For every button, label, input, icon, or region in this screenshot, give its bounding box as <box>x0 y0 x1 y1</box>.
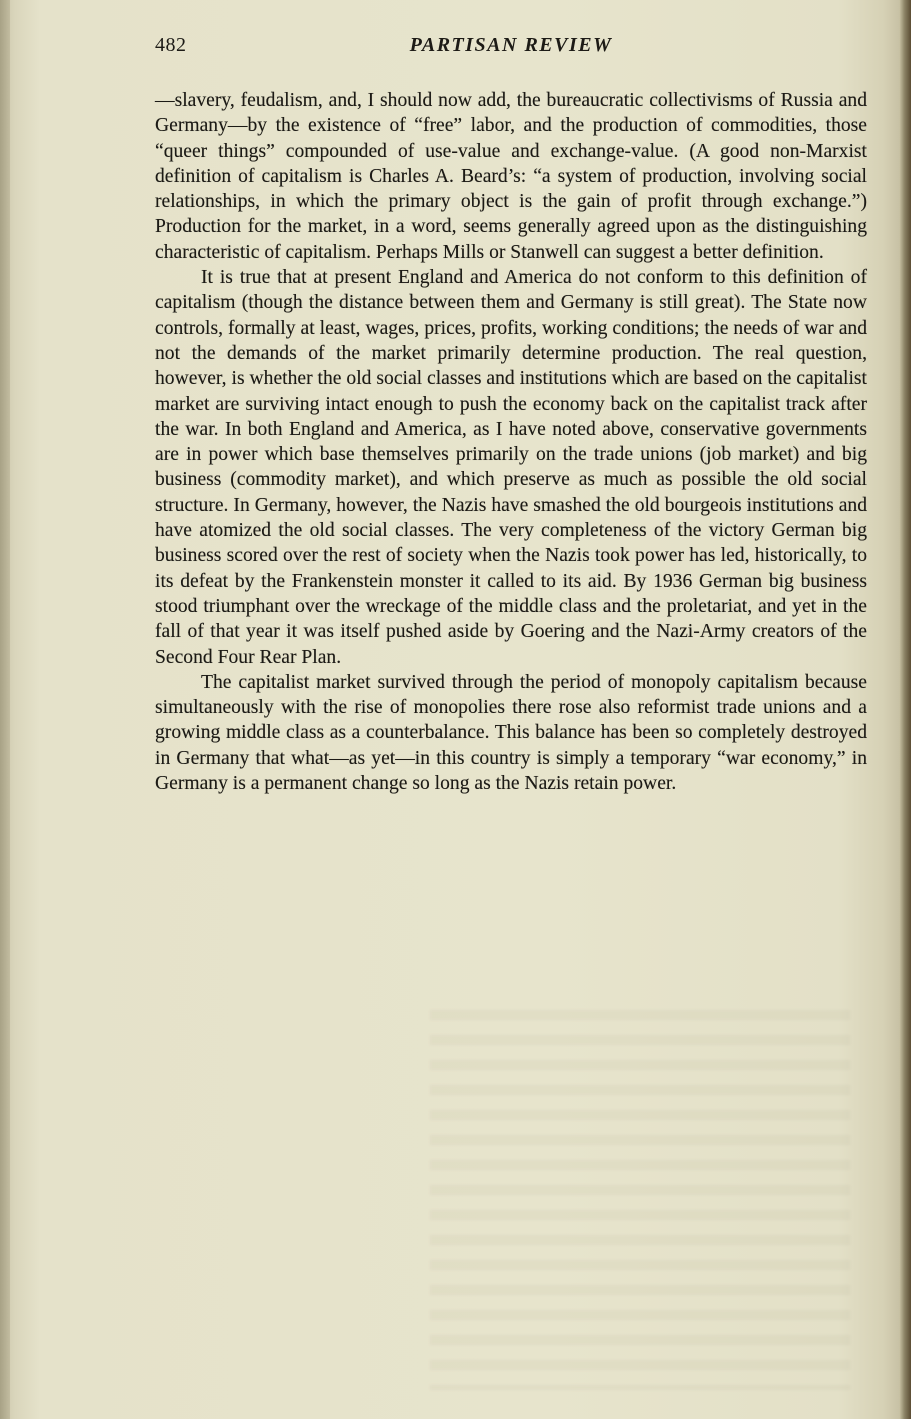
page-header <box>155 28 867 68</box>
running-head: PARTISAN REVIEW <box>409 34 613 56</box>
page-number: 482 <box>155 34 187 56</box>
show-through <box>430 1010 850 1390</box>
paragraph-3: The capitalist market survived through the period of monopoly capitalism because simultaneously with the rise of monopolies there rose also reformist trade unions and a growing middle class as a counterbalance. This balance has been so completely destroyed in Germany that what—as yet—in this country is simply a temporary “war economy,” in Germany is a permanent change so long as the Nazis retain power. <box>155 671 867 795</box>
page-fore-edge <box>899 0 911 1419</box>
page-gutter <box>0 0 10 1419</box>
body-text <box>155 88 867 796</box>
paragraph-1: —slavery, feudalism, and, I should now add, the bureaucratic collectivisms of Russia and Germany—by the existence of “free” labor, and the production of commodities, those “queer things” compounded of use-value and exchange-value. (A good non-Marxist definition of capitalism is Charles A. Beard’s: “a system of production, involving social relationships, in which the primary object is the gain of profit through exchange.”) Production for the market, in a word, seems generally agreed upon as the distinguishing characteristic of capitalism. Perhaps Mills or Stanwell can suggest a better definition. <box>155 90 867 263</box>
paragraph-2: It is true that at present England and America do not conform to this definition of capitalism (though the distance between them and Germany is still great). The State now controls, formally at least, wages, prices, profits, working conditions; the needs of war and not the demands of the market primarily determine production. The real question, however, is whether the old social classes and institutions which are based on the capitalist market are surviving intact enough to push the economy back on the capitalist track after the war. In both England and America, as I have noted above, conservative governments are in power which base themselves primarily on the trade unions (job market) and big business (commodity market), and which preserve as much as possible the old social structure. In Germany, however, the Nazis have smashed the old bourgeois institutions and have atomized the old social classes. The very completeness of the victory German big business scored over the rest of society when the Nazis took power has led, historically, to its defeat by the Frankenstein monster it called to its aid. By 1936 German big business stood triumphant over the wreckage of the middle class and the proletariat, and yet in the fall of that year it was itself pushed aside by Goering and the Nazi-Army creators of the Second Four Rear Plan. <box>155 267 867 668</box>
